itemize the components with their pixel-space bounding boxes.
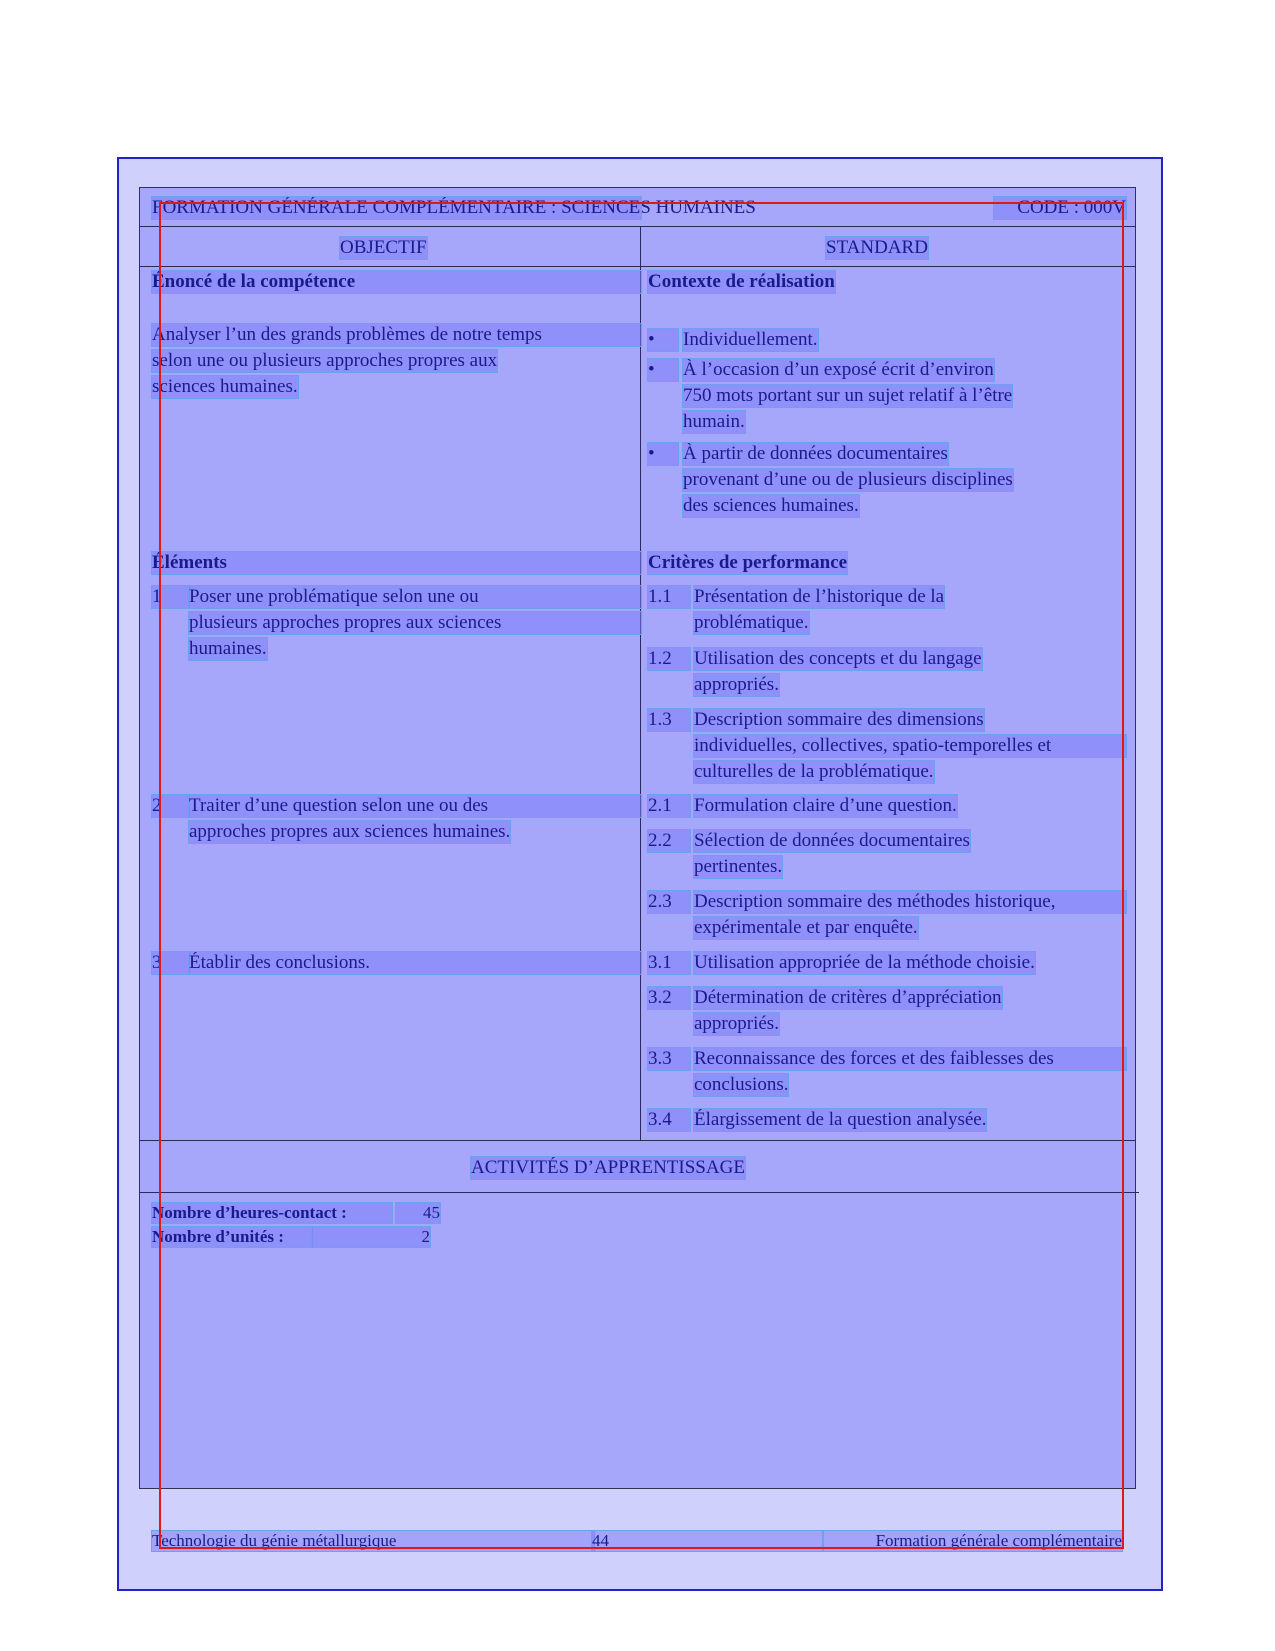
- criterion-line: Utilisation des concepts et du langage: [694, 648, 982, 669]
- context-line: humain.: [683, 411, 745, 432]
- criterion-number: 1.3: [648, 709, 690, 731]
- element-number: 1: [152, 586, 189, 608]
- criterion-number: 3.2: [648, 987, 690, 1009]
- criterion-line: Description sommaire des dimensions: [694, 709, 984, 730]
- element-number: 3: [152, 952, 189, 974]
- elements-heading: Éléments: [152, 552, 641, 574]
- rule-above-activities: [139, 1140, 1136, 1141]
- criterion-line: individuelles, collectives, spatio-temporelles et: [694, 735, 1126, 757]
- criterion-line: Formulation claire d’une question.: [694, 795, 957, 816]
- hours-contact-value: 45: [396, 1203, 440, 1223]
- context-line: des sciences humaines.: [683, 495, 859, 516]
- criterion-number: 2.3: [648, 891, 690, 913]
- competence-line: Analyser l’un des grands problèmes de notre temps: [152, 324, 641, 346]
- criterion-line: appropriés.: [694, 674, 779, 695]
- bullet-icon: •: [648, 329, 678, 351]
- competence-line: selon une ou plusieurs approches propres aux: [152, 350, 498, 371]
- activities-title: ACTIVITÉS D’APPRENTISSAGE: [471, 1157, 745, 1178]
- units-label: Nombre d’unités :: [152, 1227, 312, 1247]
- criterion-line: Reconnaissance des forces et des faiblesses des: [694, 1048, 1126, 1070]
- criterion-line: Détermination de critères d’appréciation: [694, 987, 1002, 1008]
- context-line: 750 mots portant sur un sujet relatif à l’être: [683, 385, 1013, 406]
- element-line: Traiter d’une question selon une ou des: [189, 795, 641, 817]
- competence-line: sciences humaines.: [152, 376, 298, 397]
- column-header-objectif: OBJECTIF: [340, 237, 427, 258]
- criterion-line: appropriés.: [694, 1013, 779, 1034]
- criteria-heading: Critères de performance: [648, 552, 848, 573]
- context-line: Individuellement.: [683, 329, 818, 350]
- bullet-icon: •: [648, 443, 678, 465]
- rule-under-columns: [139, 266, 1136, 267]
- context-line: À l’occasion d’un exposé écrit d’environ: [683, 359, 994, 380]
- element-line: humaines.: [189, 638, 267, 659]
- criterion-number: 2.1: [648, 795, 690, 817]
- element-line: approches propres aux sciences humaines.: [189, 821, 511, 842]
- criterion-number: 1.1: [648, 586, 690, 608]
- criterion-line: Sélection de données documentaires: [694, 830, 970, 851]
- course-title: FORMATION GÉNÉRALE COMPLÉMENTAIRE : SCIENCES HUMAINES: [152, 197, 756, 218]
- context-heading: Contexte de réalisation: [648, 271, 835, 292]
- rule-under-header: [139, 226, 1136, 227]
- criterion-line: Description sommaire des méthodes historique,: [694, 891, 1126, 913]
- column-divider: [640, 226, 641, 1140]
- criterion-number: 3.3: [648, 1048, 690, 1070]
- criterion-number: 1.2: [648, 648, 690, 670]
- context-line: provenant d’une ou de plusieurs disciplines: [683, 469, 1013, 490]
- footer-left: Technologie du génie métallurgique: [152, 1531, 594, 1551]
- bullet-icon: •: [648, 359, 678, 381]
- criterion-line: culturelles de la problématique.: [694, 761, 934, 782]
- element-line: plusieurs approches propres aux sciences: [189, 612, 641, 634]
- footer-page-number: 44: [592, 1531, 822, 1551]
- rule-under-activities: [139, 1192, 1139, 1193]
- units-value: 2: [312, 1227, 430, 1247]
- column-header-standard: STANDARD: [826, 237, 928, 258]
- footer-right: Formation générale complémentaire: [824, 1531, 1122, 1551]
- course-code: CODE : 000V: [994, 197, 1126, 219]
- criterion-line: Utilisation appropriée de la méthode choisie.: [694, 952, 1035, 973]
- criterion-number: 3.1: [648, 952, 690, 974]
- criterion-number: 2.2: [648, 830, 690, 852]
- element-line: Poser une problématique selon une ou: [189, 586, 641, 608]
- criterion-line: Présentation de l’historique de la: [694, 586, 945, 607]
- element-line: Établir des conclusions.: [189, 952, 641, 974]
- context-line: À partir de données documentaires: [683, 443, 948, 464]
- criterion-number: 3.4: [648, 1109, 690, 1131]
- element-number: 2: [152, 795, 189, 817]
- criterion-line: Élargissement de la question analysée.: [694, 1109, 987, 1130]
- criterion-line: conclusions.: [694, 1074, 789, 1095]
- criterion-line: problématique.: [694, 612, 809, 633]
- hours-contact-label: Nombre d’heures-contact :: [152, 1203, 392, 1223]
- criterion-line: pertinentes.: [694, 856, 783, 877]
- competence-heading: Énoncé de la compétence: [152, 271, 641, 293]
- criterion-line: expérimentale et par enquête.: [694, 917, 918, 938]
